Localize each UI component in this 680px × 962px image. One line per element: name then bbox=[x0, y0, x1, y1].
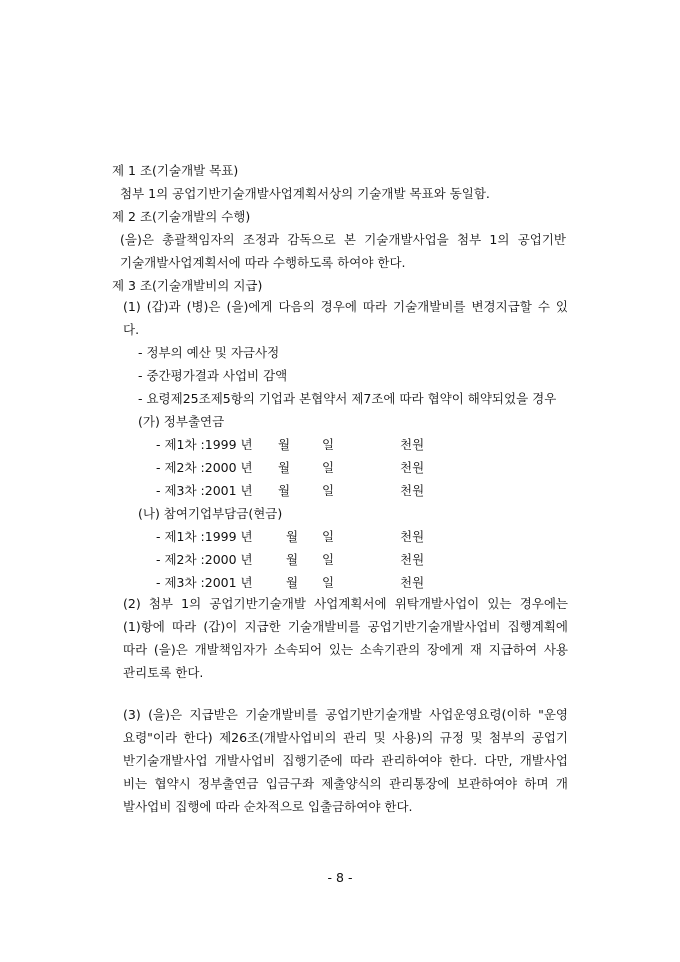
paragraph-1-line: (1) (갑)과 (병)은 (을)에게 다음의 경우에 따라 기술개발비를 변경지급할 수 있 bbox=[123, 299, 568, 314]
bullet-item: - 정부의 예산 및 자금사정 bbox=[138, 345, 280, 360]
row-amount: 천원 bbox=[400, 529, 425, 544]
paragraph-1-line: 다. bbox=[123, 322, 140, 337]
paragraph-2-line: 따라 (을)은 개발책임자가 소속되어 있는 소속기관의 장에게 재 지급하여 사용 bbox=[123, 642, 568, 657]
bullet-item: - 요령제25조제5항의 기업과 본협약서 제7조에 따라 협약이 해약되었을 경우 bbox=[138, 391, 557, 406]
row-amount: 천원 bbox=[400, 483, 425, 498]
paragraph-3-line: 반기술개발사업 개발사업비 집행기준에 따라 관리하여야 한다. 다만, 개발사업 bbox=[123, 753, 568, 768]
article-1-text: 첨부 1의 공업기반기술개발사업계획서상의 기술개발 목표와 동일함. bbox=[120, 186, 490, 201]
row-label: - 제1차 :1999 년 bbox=[156, 529, 253, 544]
row-day: 일 bbox=[322, 552, 335, 567]
row-day: 일 bbox=[322, 437, 335, 452]
group-a-title: (가) 정부출연금 bbox=[138, 414, 225, 429]
row-month: 월 bbox=[286, 552, 299, 567]
paragraph-3-line: 비는 협약시 정부출연금 입금구좌 제출양식의 관리통장에 보관하여야 하며 개 bbox=[123, 776, 568, 791]
row-day: 일 bbox=[322, 483, 335, 498]
row-label: - 제3차 :2001 년 bbox=[156, 575, 253, 590]
row-label: - 제3차 :2001 년 bbox=[156, 483, 253, 498]
bullet-item: - 중간평가결과 사업비 감액 bbox=[138, 368, 288, 383]
article-2-heading: 제 2 조(기술개발의 수행) bbox=[112, 209, 251, 224]
row-amount: 천원 bbox=[400, 552, 425, 567]
paragraph-2-line: 관리토록 한다. bbox=[123, 665, 204, 680]
row-amount: 천원 bbox=[400, 460, 425, 475]
row-month: 월 bbox=[286, 529, 299, 544]
paragraph-2-line: (1)항에 따라 (갑)이 지급한 기술개발비를 공업기반기술개발사업비 집행계획에 bbox=[123, 619, 568, 634]
row-day: 일 bbox=[322, 575, 335, 590]
row-amount: 천원 bbox=[400, 575, 425, 590]
row-month: 월 bbox=[278, 437, 291, 452]
article-1-heading: 제 1 조(기술개발 목표) bbox=[112, 163, 239, 178]
paragraph-3-line: (3) (을)은 지급받은 기술개발비를 공업기반기술개발 사업운영요령(이하 "운영 bbox=[123, 707, 568, 722]
row-month: 월 bbox=[278, 483, 291, 498]
row-month: 월 bbox=[286, 575, 299, 590]
article-3-heading: 제 3 조(기술개발비의 지급) bbox=[112, 278, 263, 293]
row-label: - 제1차 :1999 년 bbox=[156, 437, 253, 452]
row-amount: 천원 bbox=[400, 437, 425, 452]
group-b-title: (나) 참여기업부담금(현금) bbox=[138, 506, 283, 521]
row-label: - 제2차 :2000 년 bbox=[156, 460, 253, 475]
page-number: - 8 - bbox=[327, 870, 353, 885]
row-label: - 제2차 :2000 년 bbox=[156, 552, 253, 567]
article-2-text-line: 기술개발사업계획서에 따라 수행하도록 하여야 한다. bbox=[120, 255, 406, 270]
row-month: 월 bbox=[278, 460, 291, 475]
row-day: 일 bbox=[322, 529, 335, 544]
row-day: 일 bbox=[322, 460, 335, 475]
article-2-text-line: (을)은 총괄책임자의 조정과 감독으로 본 기술개발사업을 첨부 1의 공업기반 bbox=[120, 232, 566, 247]
paragraph-2-line: (2) 첨부 1의 공업기반기술개발 사업계획서에 위탁개발사업이 있는 경우에는 bbox=[123, 596, 568, 611]
paragraph-3-line: 발사업비 집행에 따라 순차적으로 입출금하여야 한다. bbox=[123, 799, 413, 814]
paragraph-3-line: 요령"이라 한다) 제26조(개발사업비의 관리 및 사용)의 규정 및 첨부의 공업기 bbox=[123, 730, 568, 745]
